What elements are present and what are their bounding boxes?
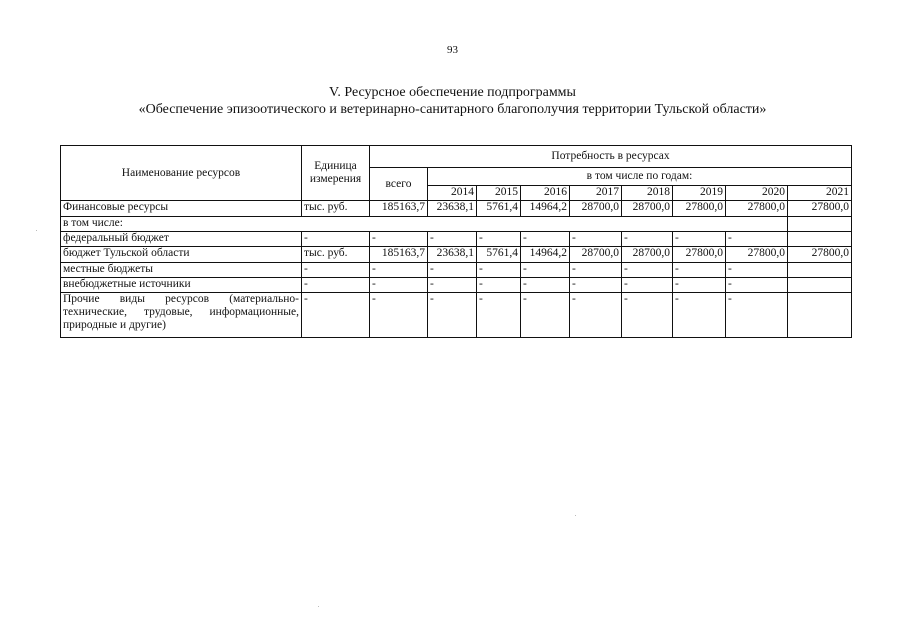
year-cell: 2016: [521, 186, 570, 201]
year-cell: 2015: [477, 186, 521, 201]
header-unit-line1: Единица: [314, 160, 357, 172]
value-cell: -: [673, 232, 726, 247]
row-unit: -: [302, 263, 370, 278]
value-cell: -: [428, 293, 477, 338]
row-regional-budget: [61, 247, 852, 263]
value-cell: -: [673, 293, 726, 338]
row-local-budgets: [61, 263, 852, 278]
header-unit: [302, 146, 370, 201]
row-label: Прочие виды ресурсов (материально-технические, трудовые, информационные, природные и другие): [61, 293, 302, 338]
header-by-years: в том числе по годам:: [428, 168, 852, 186]
row-unit: -: [302, 278, 370, 293]
row-label: местные бюджеты: [61, 263, 302, 278]
value-cell: -: [622, 293, 673, 338]
value-cell: -: [370, 232, 428, 247]
scan-speck: [575, 515, 576, 516]
value-cell: -: [370, 293, 428, 338]
value-cell: -: [428, 232, 477, 247]
value-cell: -: [477, 263, 521, 278]
year-cell: 2019: [673, 186, 726, 201]
empty-cell: [788, 263, 852, 278]
section-title: V. Ресурсное обеспечение подпрограммы: [329, 85, 576, 100]
value-cell: 28700,0: [622, 247, 673, 263]
value-cell: -: [726, 263, 788, 278]
resources-table: [60, 145, 852, 338]
row-unit: -: [302, 232, 370, 247]
header-resource-name: Наименование ресурсов: [61, 146, 302, 201]
header-total: всего: [370, 168, 428, 201]
value-cell: 27800,0: [788, 201, 852, 217]
value-cell: 185163,7: [370, 247, 428, 263]
value-cell: 28700,0: [622, 201, 673, 217]
row-unit: -: [302, 293, 370, 338]
value-cell: 27800,0: [673, 201, 726, 217]
value-cell: -: [726, 293, 788, 338]
row-including: [61, 217, 852, 232]
subprogram-title: «Обеспечение эпизоотического и ветеринарно-санитарного благополучия территории Тульской области»: [138, 102, 767, 117]
value-cell: 27800,0: [726, 201, 788, 217]
value-cell: -: [521, 278, 570, 293]
value-cell: -: [521, 263, 570, 278]
row-extrabudgetary: [61, 278, 852, 293]
value-cell: -: [370, 278, 428, 293]
value-cell: 14964,2: [521, 201, 570, 217]
value-cell: 27800,0: [726, 247, 788, 263]
row-federal: [61, 232, 852, 247]
value-cell: -: [477, 278, 521, 293]
value-cell: -: [622, 263, 673, 278]
value-cell: -: [428, 278, 477, 293]
header-row-1: [61, 146, 852, 168]
value-cell: 23638,1: [428, 247, 477, 263]
value-cell: 28700,0: [570, 247, 622, 263]
value-cell: -: [477, 232, 521, 247]
value-cell: -: [570, 263, 622, 278]
value-cell: -: [570, 293, 622, 338]
header-unit-line2: измерения: [309, 173, 362, 185]
page-number: 93: [447, 44, 458, 56]
row-label: федеральный бюджет: [61, 232, 302, 247]
header-need: Потребность в ресурсах: [370, 146, 852, 168]
value-cell: 5761,4: [477, 201, 521, 217]
year-cell: 2021: [788, 186, 852, 201]
year-cell: 2014: [428, 186, 477, 201]
row-label: внебюджетные источники: [61, 278, 302, 293]
value-cell: 185163,7: [370, 201, 428, 217]
value-cell: -: [570, 278, 622, 293]
scan-speck: [318, 606, 319, 607]
value-cell: 27800,0: [788, 247, 852, 263]
row-label: Финансовые ресурсы: [61, 201, 302, 217]
value-cell: -: [521, 232, 570, 247]
value-cell: 23638,1: [428, 201, 477, 217]
value-cell: -: [370, 263, 428, 278]
year-cell: 2018: [622, 186, 673, 201]
value-cell: -: [622, 278, 673, 293]
value-cell: -: [622, 232, 673, 247]
row-unit: тыс. руб.: [302, 247, 370, 263]
row-label: в том числе:: [61, 217, 788, 232]
value-cell: 14964,2: [521, 247, 570, 263]
row-label: бюджет Тульской области: [61, 247, 302, 263]
year-cell: 2017: [570, 186, 622, 201]
value-cell: 27800,0: [673, 247, 726, 263]
empty-cell: [788, 293, 852, 338]
row-other-resources: [61, 293, 852, 338]
value-cell: -: [726, 232, 788, 247]
empty-cell: [788, 232, 852, 247]
value-cell: -: [726, 278, 788, 293]
value-cell: 5761,4: [477, 247, 521, 263]
value-cell: -: [673, 263, 726, 278]
value-cell: -: [477, 293, 521, 338]
empty-cell: [788, 217, 852, 232]
row-financial: [61, 201, 852, 217]
year-cell: 2020: [726, 186, 788, 201]
row-unit: тыс. руб.: [302, 201, 370, 217]
value-cell: -: [428, 263, 477, 278]
scan-speck: [36, 230, 37, 231]
empty-cell: [788, 278, 852, 293]
value-cell: -: [673, 278, 726, 293]
value-cell: 28700,0: [570, 201, 622, 217]
value-cell: -: [521, 293, 570, 338]
value-cell: -: [570, 232, 622, 247]
